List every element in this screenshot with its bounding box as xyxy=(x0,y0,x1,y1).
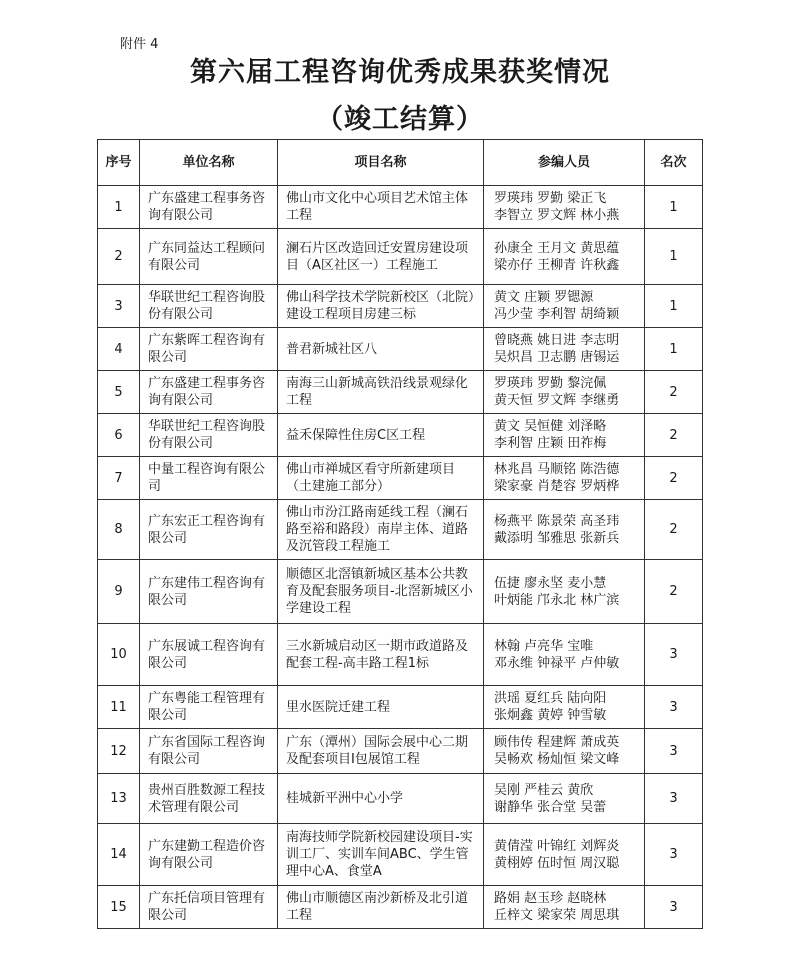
table-row xyxy=(98,886,703,929)
people-line: 黄文 庄颖 罗锶源 xyxy=(494,290,594,305)
cell-rank: 3 xyxy=(645,729,703,774)
people-line: 吴畅欢 杨灿恒 梁文峰 xyxy=(494,752,620,767)
cell-seq: 15 xyxy=(98,886,140,929)
table-row xyxy=(98,457,703,500)
people-line: 李智立 罗文辉 林小燕 xyxy=(494,208,620,223)
table-header-row xyxy=(98,140,703,186)
people-line: 吴炽昌 卫志鹏 唐锡运 xyxy=(494,350,620,365)
cell-project: 佛山市禅城区看守所新建项目（土建施工部分） xyxy=(278,457,484,500)
people-line: 黄栩婷 伍时恒 周汉聪 xyxy=(494,855,620,871)
people-line: 丘梓文 梁家荣 周思琪 xyxy=(494,908,620,923)
people-line: 孙康全 王月文 黄思蕴 xyxy=(494,240,620,256)
cell-rank: 1 xyxy=(645,186,703,229)
cell-project: 顺德区北滘镇新城区基本公共教育及配套服务项目-北滘新城区小学建设工程 xyxy=(278,560,484,624)
people-line: 林翰 卢亮华 宝唯 xyxy=(494,638,594,654)
cell-unit: 广东建勤工程造价咨询有限公司 xyxy=(140,824,278,886)
cell-seq: 8 xyxy=(98,500,140,560)
cell-rank: 1 xyxy=(645,229,703,285)
cell-seq: 4 xyxy=(98,328,140,371)
cell-rank: 3 xyxy=(645,624,703,686)
table-row xyxy=(98,624,703,686)
cell-project: 益禾保障性住房C区工程 xyxy=(278,414,484,457)
cell-rank: 2 xyxy=(645,457,703,500)
cell-rank: 1 xyxy=(645,285,703,328)
cell-project: 佛山市汾江路南延线工程（澜石路至裕和路段）南岸主体、道路及沉管段工程施工 xyxy=(278,500,484,560)
people-line: 黄文 吴恒健 刘泽略 xyxy=(494,419,607,434)
cell-unit: 广东紫晖工程咨询有限公司 xyxy=(140,328,278,371)
cell-project: 南海三山新城高铁沿线景观绿化工程 xyxy=(278,371,484,414)
cell-project: 南海技师学院新校园建设项目-实训工厂、实训车间ABC、学生管理中心A、食堂A xyxy=(278,824,484,886)
cell-unit: 广东托信项目管理有限公司 xyxy=(140,886,278,929)
cell-people xyxy=(484,285,645,328)
cell-project: 桂城新平洲中心小学 xyxy=(278,774,484,824)
people-line: 冯少莹 李利智 胡绮颖 xyxy=(494,307,620,322)
people-line: 梁家豪 肖楚容 罗炳桦 xyxy=(494,479,620,494)
cell-people xyxy=(484,457,645,500)
cell-seq: 13 xyxy=(98,774,140,824)
column-header-seq: 序号 xyxy=(98,140,140,186)
table-row xyxy=(98,229,703,285)
cell-project: 三水新城启动区一期市政道路及配套工程-高丰路工程1标 xyxy=(278,624,484,686)
cell-rank: 3 xyxy=(645,686,703,729)
people-line: 曾晓燕 姚日进 李志明 xyxy=(494,333,620,348)
cell-seq: 7 xyxy=(98,457,140,500)
cell-unit: 广东建伟工程咨询有限公司 xyxy=(140,560,278,624)
cell-project: 里水医院迁建工程 xyxy=(278,686,484,729)
page-title: 第六届工程咨询优秀成果获奖情况 xyxy=(190,57,610,88)
cell-rank: 2 xyxy=(645,414,703,457)
people-line: 邓永维 钟禄平 卢仲敏 xyxy=(494,655,620,671)
cell-rank: 2 xyxy=(645,560,703,624)
people-line: 梁亦仔 王柳青 许秋鑫 xyxy=(494,257,620,273)
table-row xyxy=(98,414,703,457)
cell-people xyxy=(484,560,645,624)
cell-seq: 5 xyxy=(98,371,140,414)
cell-project: 佛山市顺德区南沙新桥及北引道工程 xyxy=(278,886,484,929)
cell-seq: 11 xyxy=(98,686,140,729)
cell-people xyxy=(484,774,645,824)
cell-unit: 贵州百胜数源工程技术管理有限公司 xyxy=(140,774,278,824)
table-row xyxy=(98,186,703,229)
cell-people xyxy=(484,229,645,285)
cell-unit: 广东盛建工程事务咨询有限公司 xyxy=(140,371,278,414)
cell-rank: 3 xyxy=(645,886,703,929)
table-body xyxy=(98,186,703,929)
column-header-project: 项目名称 xyxy=(278,140,484,186)
table-row xyxy=(98,285,703,328)
people-line: 戴添明 邹雅思 张新兵 xyxy=(494,530,620,546)
people-line: 黄倩滢 叶锦红 刘辉炎 xyxy=(494,838,620,854)
people-line: 张炯鑫 黄婷 钟雪敏 xyxy=(494,708,607,723)
cell-people xyxy=(484,328,645,371)
people-line: 林兆昌 马顺铭 陈浩德 xyxy=(494,462,620,477)
cell-people xyxy=(484,414,645,457)
cell-project: 普君新城社区八 xyxy=(278,328,484,371)
table-row xyxy=(98,686,703,729)
people-line: 罗瑛玮 罗勤 梁正飞 xyxy=(494,191,607,206)
cell-rank: 2 xyxy=(645,371,703,414)
table-row xyxy=(98,729,703,774)
cell-project: 广东（潭州）国际会展中心二期及配套项目Ⅰ包展馆工程 xyxy=(278,729,484,774)
cell-unit: 华联世纪工程咨询股份有限公司 xyxy=(140,414,278,457)
people-line: 路娟 赵玉珍 赵晓林 xyxy=(494,891,607,906)
people-line: 杨燕平 陈景荣 高圣玮 xyxy=(494,513,620,529)
people-line: 顾伟传 程建辉 萧成英 xyxy=(494,735,620,750)
cell-people xyxy=(484,500,645,560)
cell-seq: 9 xyxy=(98,560,140,624)
cell-people xyxy=(484,729,645,774)
cell-seq: 12 xyxy=(98,729,140,774)
cell-project: 澜石片区改造回迁安置房建设项目（A区社区一）工程施工 xyxy=(278,229,484,285)
cell-unit: 华联世纪工程咨询股份有限公司 xyxy=(140,285,278,328)
people-line: 谢静华 张合堂 吴蕾 xyxy=(494,799,607,815)
cell-seq: 2 xyxy=(98,229,140,285)
cell-people xyxy=(484,624,645,686)
cell-unit: 广东同益达工程顾问有限公司 xyxy=(140,229,278,285)
cell-unit: 中量工程咨询有限公司 xyxy=(140,457,278,500)
cell-seq: 6 xyxy=(98,414,140,457)
people-line: 叶炳能 邝永北 林广滨 xyxy=(494,592,620,608)
people-line: 罗瑛玮 罗勤 黎浣佩 xyxy=(494,376,607,391)
cell-people xyxy=(484,186,645,229)
attachment-label: 附件 4 xyxy=(120,37,159,52)
table-row xyxy=(98,500,703,560)
table-row xyxy=(98,560,703,624)
cell-rank: 3 xyxy=(645,824,703,886)
cell-unit: 广东展诚工程咨询有限公司 xyxy=(140,624,278,686)
cell-people xyxy=(484,824,645,886)
cell-unit: 广东宏正工程咨询有限公司 xyxy=(140,500,278,560)
cell-rank: 1 xyxy=(645,328,703,371)
cell-seq: 10 xyxy=(98,624,140,686)
cell-unit: 广东省国际工程咨询有限公司 xyxy=(140,729,278,774)
cell-seq: 14 xyxy=(98,824,140,886)
table-row xyxy=(98,371,703,414)
people-line: 李利智 庄颖 田祚梅 xyxy=(494,436,607,451)
cell-people xyxy=(484,371,645,414)
people-line: 黄天恒 罗文辉 李继勇 xyxy=(494,393,620,408)
table-row xyxy=(98,328,703,371)
cell-project: 佛山科学技术学院新校区（北院）建设工程项目房建三标 xyxy=(278,285,484,328)
awards-table xyxy=(97,139,703,929)
page-subtitle: （竣工结算） xyxy=(316,104,484,135)
cell-unit: 广东粤能工程管理有限公司 xyxy=(140,686,278,729)
people-line: 吴刚 严桂云 黄欣 xyxy=(494,782,594,798)
table-row xyxy=(98,824,703,886)
cell-project: 佛山市文化中心项目艺术馆主体工程 xyxy=(278,186,484,229)
cell-people xyxy=(484,886,645,929)
column-header-people: 参编人员 xyxy=(484,140,645,186)
cell-seq: 3 xyxy=(98,285,140,328)
column-header-rank: 名次 xyxy=(645,140,703,186)
cell-rank: 3 xyxy=(645,774,703,824)
people-line: 伍捷 廖永坚 麦小慧 xyxy=(494,575,607,591)
people-line: 洪瑶 夏红兵 陆向阳 xyxy=(494,691,607,706)
cell-rank: 2 xyxy=(645,500,703,560)
cell-seq: 1 xyxy=(98,186,140,229)
column-header-unit: 单位名称 xyxy=(140,140,278,186)
cell-people xyxy=(484,686,645,729)
table-row xyxy=(98,774,703,824)
cell-unit: 广东盛建工程事务咨询有限公司 xyxy=(140,186,278,229)
